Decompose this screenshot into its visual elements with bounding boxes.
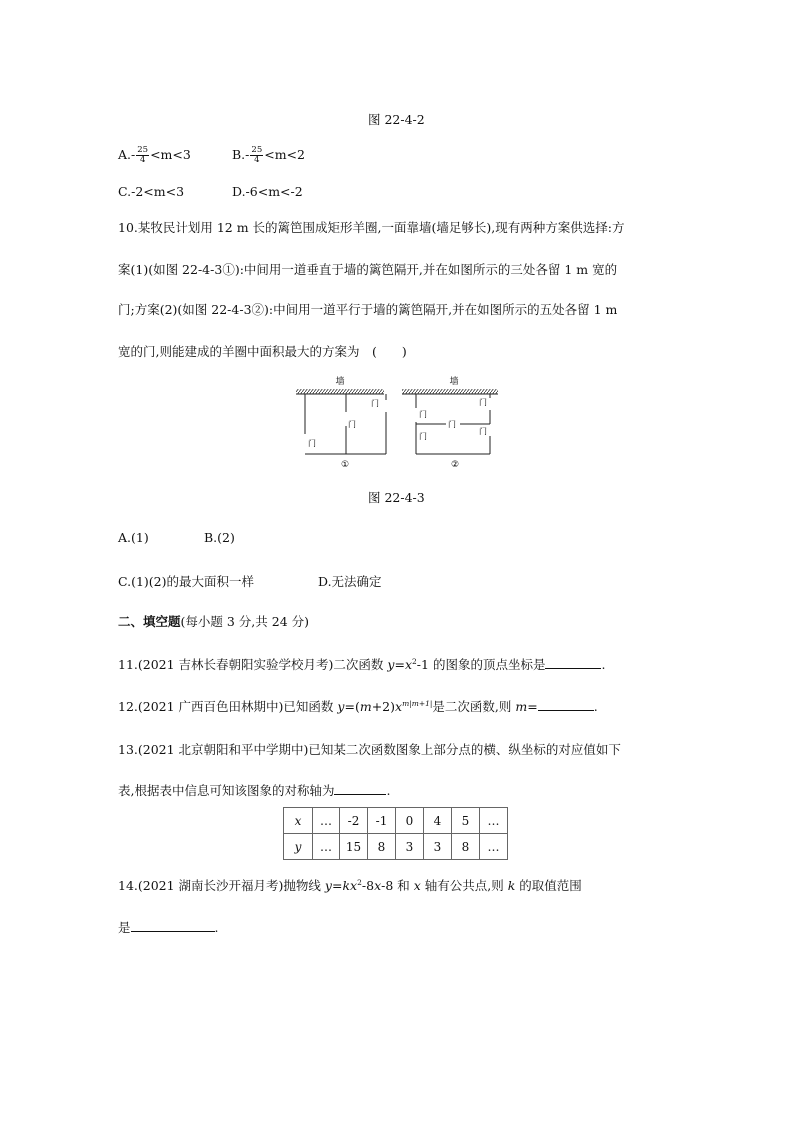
fence-diagram bbox=[290, 372, 500, 472]
door-label: 门 bbox=[419, 410, 427, 419]
door-label: 门 bbox=[448, 420, 456, 429]
door-label: 门 bbox=[348, 420, 356, 429]
q10-line-4: 宽的门,则能建成的羊圈中面积最大的方案为 ( ) bbox=[118, 344, 407, 359]
q10-option-b: B.(2) bbox=[204, 530, 235, 545]
wall-label: 墙 bbox=[335, 377, 345, 387]
panel-2-label: ② bbox=[450, 460, 460, 470]
table-cell: 8 bbox=[452, 834, 480, 860]
table-cell: x bbox=[284, 808, 313, 834]
q13-line-1: 13.(2021 北京朝阳和平中学期中)已知某二次函数图象上部分点的横、纵坐标的对应值如下 bbox=[118, 742, 621, 757]
q9-option-c: C.-2<m<3 bbox=[118, 184, 185, 199]
table-cell: … bbox=[480, 834, 508, 860]
answer-blank[interactable] bbox=[131, 919, 215, 932]
fraction: $\frac{25}{4}$ bbox=[251, 145, 263, 165]
q10-option-c: C.(1)(2)的最大面积一样 bbox=[118, 574, 255, 589]
panel-1-label: ① bbox=[340, 460, 350, 470]
door-label: 门 bbox=[479, 398, 487, 407]
door-label: 门 bbox=[371, 399, 379, 408]
q13-line-2: 表,根据表中信息可知该图象的对称轴为 . bbox=[118, 783, 391, 798]
wall-hatch bbox=[402, 389, 498, 394]
table-cell: -2 bbox=[340, 808, 368, 834]
section-title: 二、填空题 bbox=[118, 614, 181, 629]
table-cell: 0 bbox=[396, 808, 424, 834]
door-label: 门 bbox=[479, 427, 487, 436]
wall-hatch bbox=[296, 389, 384, 394]
table-row bbox=[284, 834, 508, 860]
table-cell: … bbox=[313, 808, 340, 834]
q9-option-b: B.- $\frac{25}{4}$ <m<2 bbox=[232, 145, 305, 165]
table-row bbox=[284, 808, 508, 834]
door-label: 门 bbox=[419, 432, 427, 441]
q10-option-a: A.(1) bbox=[118, 530, 149, 545]
section-note: (每小题 3 分,共 24 分) bbox=[180, 614, 309, 629]
table-cell: -1 bbox=[368, 808, 396, 834]
q11: 11.(2021 吉林长春朝阳实验学校月考)二次函数 $y=x^2-1$ 的图象的顶点坐标是 . bbox=[118, 656, 606, 672]
q10-line-3: 门;方案(2)(如图 22-4-3②):中间用一道平行于墙的篱笆隔开,并在如图所示的五处各留 1 m bbox=[118, 302, 618, 317]
door-label: 门 bbox=[308, 439, 316, 448]
fence-plan-1 bbox=[296, 375, 386, 470]
section-heading bbox=[118, 612, 309, 630]
q10-option-d: D.无法确定 bbox=[318, 574, 382, 589]
answer-blank[interactable] bbox=[545, 656, 601, 669]
table-cell: … bbox=[480, 808, 508, 834]
table-cell: 3 bbox=[424, 834, 452, 860]
q9-option-d: D.-6<m<-2 bbox=[232, 184, 303, 199]
fraction: $\frac{25}{4}$ bbox=[137, 145, 149, 165]
fence-plan-2 bbox=[402, 375, 498, 470]
q14-line-1: 14.(2021 湖南长沙开福月考)抛物线 $y=kx^2-8x-8$ 和 x 轴有公共点,则 k 的取值范围 bbox=[118, 877, 582, 893]
q10-line-1: 10.某牧民计划用 12 m 长的篱笆围成矩形羊圈,一面靠墙(墙足够长),现有两种方案供选择:方 bbox=[118, 220, 625, 235]
wall-label: 墙 bbox=[449, 377, 459, 387]
q10-line-2: 案(1)(如图 22-4-3①):中间用一道垂直于墙的篱笆隔开,并在如图所示的三处各留 1 m 宽的 bbox=[118, 262, 618, 277]
figure-caption-22-4-2: 图 22-4-2 bbox=[368, 112, 425, 127]
table-cell: 15 bbox=[340, 834, 368, 860]
table-cell: 5 bbox=[452, 808, 480, 834]
answer-blank[interactable] bbox=[334, 782, 386, 795]
answer-blank[interactable] bbox=[538, 698, 594, 711]
value-table bbox=[283, 807, 508, 860]
table-cell: 3 bbox=[396, 834, 424, 860]
figure-caption-22-4-3: 图 22-4-3 bbox=[368, 490, 425, 505]
table-cell: 4 bbox=[424, 808, 452, 834]
table-cell: … bbox=[313, 834, 340, 860]
q9-option-a: A.- $\frac{25}{4}$ <m<3 bbox=[118, 145, 191, 165]
table-cell: 8 bbox=[368, 834, 396, 860]
q14-line-2: 是 . bbox=[118, 920, 219, 935]
q12: 12.(2021 广西百色田林期中)已知函数 $y=(m+2)x^{m|m+1|}$是二次函数,则 m= . bbox=[118, 698, 598, 714]
table-cell: y bbox=[284, 834, 313, 860]
